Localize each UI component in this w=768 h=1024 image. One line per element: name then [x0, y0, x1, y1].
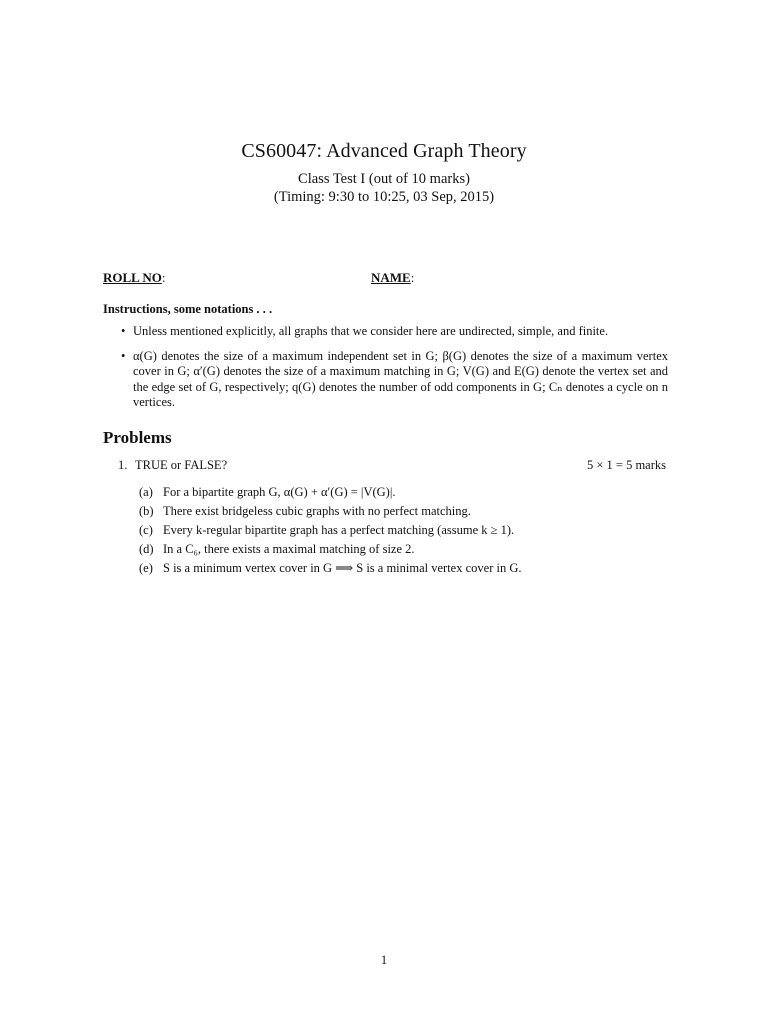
subpart-tag: (a)	[139, 485, 153, 499]
instructions-list	[103, 324, 668, 420]
subpart-text: In a C₆, there exists a maximal matching of size 2.	[163, 542, 415, 556]
subpart-e	[139, 559, 679, 578]
subpart-text: Every k-regular bipartite graph has a perfect matching (assume k ≥ 1).	[163, 523, 515, 537]
exam-subtitle-timing: (Timing: 9:30 to 10:25, 03 Sep, 2015)	[273, 189, 495, 205]
problems-heading: Problems	[103, 428, 172, 447]
subpart-text: For a bipartite graph G, α(G) + α′(G) = |V(G)|.	[163, 485, 396, 499]
instruction-text: Unless mentioned explicitly, all graphs that we consider here are undirected, simple, and finite.	[133, 324, 609, 338]
bullet-icon: •	[121, 324, 126, 338]
problem-number: 1.	[118, 458, 128, 472]
roll-no-field	[103, 270, 166, 286]
name-label: NAME	[371, 270, 411, 285]
subpart-tag: (d)	[139, 542, 154, 556]
problem-1-subparts	[139, 483, 679, 578]
name-colon: :	[410, 270, 415, 285]
instruction-text: α(G) denotes the size of a maximum independent set in G; β(G) denotes the size of a maximum vertex cover in G; α′(G) denotes the size of a maximum matching in G; V(G) and E(G) denote the vertex set and the edge set of G, respectively; q(G) denotes the number of odd components in G; Cₙ denotes a cycle on n vertices.	[133, 348, 668, 409]
problem-question: TRUE or FALSE?	[135, 458, 228, 472]
problem-marks: 5 × 1 = 5 marks	[586, 458, 666, 472]
instruction-item	[103, 349, 668, 411]
subpart-tag: (e)	[139, 561, 153, 575]
exam-title: CS60047: Advanced Graph Theory	[241, 140, 527, 162]
instructions-heading: Instructions, some notations . . .	[103, 302, 273, 316]
roll-no-label: ROLL NO	[103, 270, 162, 285]
subpart-c	[139, 521, 679, 540]
instruction-item	[103, 324, 668, 340]
subpart-d	[139, 540, 679, 559]
exam-subtitle-marks: Class Test I (out of 10 marks)	[298, 171, 470, 187]
subpart-b	[139, 502, 679, 521]
page-number: 1	[380, 953, 388, 967]
name-field	[371, 270, 414, 286]
roll-no-colon: :	[161, 270, 166, 285]
subpart-text: There exist bridgeless cubic graphs with no perfect matching.	[163, 504, 471, 518]
subpart-tag: (b)	[139, 504, 154, 518]
subpart-tag: (c)	[139, 523, 153, 537]
bullet-icon: •	[121, 348, 126, 363]
subpart-a	[139, 483, 679, 502]
subpart-text: S is a minimum vertex cover in G ⟹ S is a minimal vertex cover in G.	[163, 561, 522, 575]
